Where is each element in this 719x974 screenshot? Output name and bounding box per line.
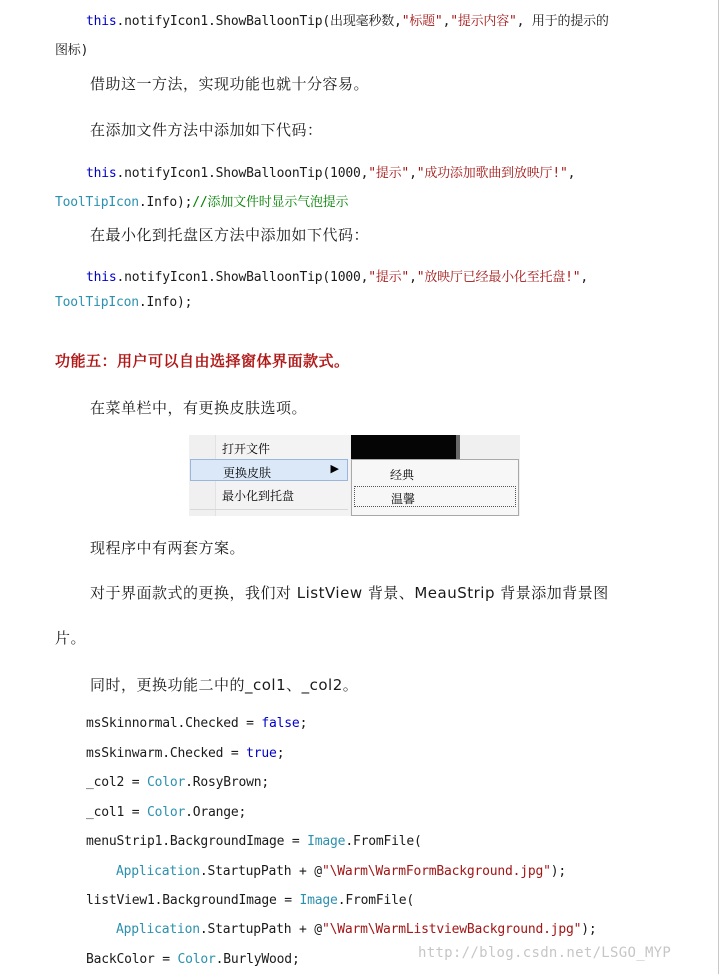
- code-line-listview-path: [116, 922, 597, 937]
- code-string: "提示内容": [450, 14, 517, 29]
- code-line-col2: [86, 775, 269, 790]
- code-text: msSkinwarm.Checked =: [86, 746, 239, 761]
- code-keyword: this: [86, 166, 117, 181]
- code-type: ToolTipIcon: [55, 195, 139, 210]
- code-text: .notifyIcon1.ShowBalloonTip(出现毫秒数,: [116, 14, 402, 29]
- code-text: ;: [276, 746, 285, 761]
- menu-item-label: 最小化到托盘: [222, 489, 295, 503]
- code-line-add-file: [86, 162, 575, 181]
- code-text: .StartupPath + @: [199, 864, 322, 879]
- code-keyword: this: [86, 270, 117, 285]
- code-line-notify-syntax-cont: 图标): [55, 43, 89, 58]
- code-text: .Orange;: [185, 805, 247, 820]
- paragraph-col-change: 同时，更换功能二中的_col1、_col2。: [90, 676, 359, 694]
- menu-item-label: 打开文件: [222, 442, 271, 456]
- code-string: "成功添加歌曲到放映厅!": [416, 166, 568, 181]
- code-line-col1: [86, 805, 246, 820]
- code-line-menustrip-path: [116, 864, 566, 879]
- code-text: .Info);: [138, 295, 193, 310]
- code-line-menustrip-bg: [86, 834, 422, 849]
- code-text: .FromFile(: [337, 893, 414, 908]
- code-line-minimize: [86, 266, 588, 285]
- code-line-skin-normal: [86, 716, 307, 731]
- code-string: "放映厅已经最小化至托盘!": [416, 270, 581, 285]
- code-text: listView1.BackgroundImage =: [86, 893, 292, 908]
- code-text: );: [550, 864, 567, 879]
- code-type: Image: [299, 834, 346, 849]
- menu-item-open-file[interactable]: [190, 436, 348, 458]
- code-line-skin-warm: [86, 746, 284, 761]
- code-text: ,: [409, 166, 417, 181]
- code-line-backcolor: [86, 952, 300, 967]
- window-background-edge: [456, 435, 460, 459]
- code-text: );: [581, 922, 597, 937]
- code-text: _col2 =: [86, 775, 140, 790]
- code-text: ,: [409, 270, 417, 285]
- code-text: _col1 =: [86, 805, 140, 820]
- code-text: ;: [299, 716, 308, 731]
- code-string: "提示": [368, 166, 410, 181]
- code-keyword: this: [86, 14, 117, 29]
- window-background-block: [351, 435, 456, 459]
- code-type: Color: [169, 952, 216, 967]
- code-string: "提示": [368, 270, 410, 285]
- menu-item-label: 更换皮肤: [223, 466, 272, 480]
- code-text: ,: [567, 166, 576, 181]
- menu-item-minimize-to-tray[interactable]: [190, 483, 348, 505]
- paragraph-method-easy: 借助这一方法，实现功能也就十分容易。: [90, 75, 370, 93]
- code-text: .notifyIcon1.ShowBalloonTip(1000,: [116, 270, 369, 285]
- menu-screenshot: [189, 435, 520, 516]
- code-text: , 用于的提示的: [516, 14, 609, 29]
- code-text: msSkinnormal.Checked =: [86, 716, 254, 731]
- code-type: ToolTipIcon: [55, 295, 139, 310]
- code-text: .BurlyWood;: [215, 952, 300, 967]
- blog-watermark: http://blog.csdn.net/LSGO_MYP: [418, 945, 672, 961]
- paragraph-style-change-cont: 片。: [55, 629, 87, 647]
- skin-submenu: [351, 459, 519, 516]
- code-string: "标题": [401, 14, 443, 29]
- code-text: .Info);: [138, 195, 193, 210]
- paragraph-menu-skin: 在菜单栏中，有更换皮肤选项。: [90, 399, 308, 417]
- paragraph-add-file-intro: 在添加文件方法中添加如下代码：: [90, 121, 323, 139]
- menu-separator: [190, 509, 348, 510]
- section-heading-feature-five: 功能五：用户可以自由选择窗体界面款式。: [55, 352, 350, 370]
- code-keyword: true: [238, 746, 277, 761]
- code-text: .FromFile(: [345, 834, 422, 849]
- submenu-arrow-icon: ▶: [330, 462, 339, 475]
- submenu-item-warm[interactable]: [354, 486, 516, 507]
- submenu-item-label: 经典: [390, 468, 415, 482]
- paragraph-two-schemes: 现程序中有两套方案。: [90, 539, 246, 557]
- code-type: Application: [116, 922, 200, 937]
- paragraph-style-change: 对于界面款式的更换，我们对 ListView 背景、MeauStrip 背景添加背景图: [90, 584, 609, 602]
- submenu-item-label: 温馨: [391, 492, 416, 506]
- code-type: Image: [291, 893, 338, 908]
- code-comment: //添加文件时显示气泡提示: [192, 195, 349, 210]
- code-type: Application: [116, 864, 200, 879]
- menu-item-change-skin[interactable]: [190, 459, 348, 481]
- code-type: Color: [139, 775, 186, 790]
- code-line-notify-syntax: [86, 10, 609, 29]
- submenu-item-classic[interactable]: [354, 463, 516, 484]
- code-text: .StartupPath + @: [199, 922, 322, 937]
- code-line-add-file-cont: [55, 191, 348, 210]
- context-menu: [189, 435, 350, 516]
- code-text: .RosyBrown;: [185, 775, 270, 790]
- paragraph-minimize-intro: 在最小化到托盘区方法中添加如下代码：: [90, 226, 370, 244]
- code-text: BackColor =: [86, 952, 170, 967]
- code-string: "\Warm\WarmListviewBackground.jpg": [321, 922, 582, 937]
- code-type: Color: [139, 805, 186, 820]
- code-text: menuStrip1.BackgroundImage =: [86, 834, 300, 849]
- code-text: ,: [442, 14, 451, 29]
- code-text: .notifyIcon1.ShowBalloonTip(1000,: [116, 166, 369, 181]
- code-string: "\Warm\WarmFormBackground.jpg": [321, 864, 551, 879]
- code-line-minimize-cont: [55, 295, 192, 310]
- code-keyword: false: [253, 716, 300, 731]
- code-line-listview-bg: [86, 893, 414, 908]
- code-text: ,: [580, 270, 589, 285]
